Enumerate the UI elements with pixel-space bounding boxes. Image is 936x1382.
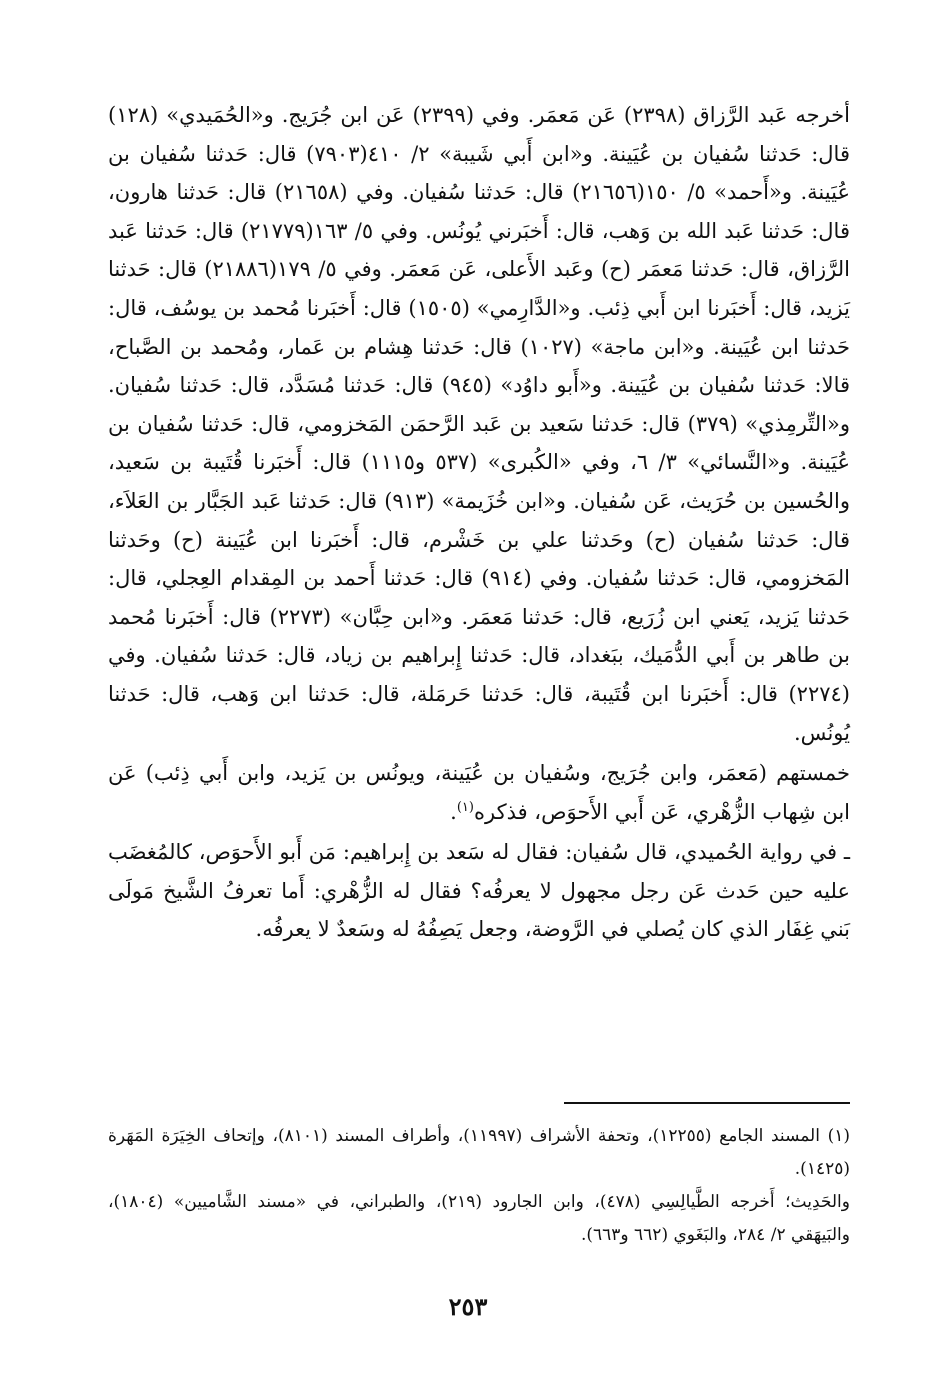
- main-text: [108, 96, 850, 949]
- paragraph-summary-end: .: [450, 799, 457, 824]
- footnote-1-continued: والحَدِيث؛ أَخرجه الطَّيالِسِي (٤٧٨)، وابن الجارود (٢١٩)، والطبراني، في «مسند الشَّاميين» (١٨٠٤)، والبَيهَقي ٢/ ٢٨٤، والبَغَوي (٦٦٢ و٦٦٣).: [108, 1192, 850, 1245]
- paragraph-humaidi-narration: ـ في رواية الحُميدي، قال سُفيان: فقال له سَعد بن إِبراهيم: مَن أَبو الأَحوَص، كالمُغضَب عليه حين حَدث عَن رجل مجهول لا يعرفُه؟ فقال له الزُّهْري: أَما تعرفُ الشَّيخ مَولَى بَني غِفَار الذي كان يُصلي في الرَّوضة، وجعل يَصِفُهُ له وسَعدٌ لا يعرفُه.: [108, 840, 850, 942]
- paragraph-takhrij: أخرجه عَبد الرَّزاق (٢٣٩٨) عَن مَعمَر. وفي (٢٣٩٩) عَن ابن جُرَيج. و«الحُمَيدي» (١٢٨) قال: حَدثنا سُفيان بن عُيَينة. و«ابن أَبي شَيبة» ٢/ ٤١٠(٧٩٠٣) قال: حَدثنا سُفيان بن عُيَينة. و«أَحمد» ٥/ ١٥٠(٢١٦٥٦) قال: حَدثنا سُفيان. وفي (٢١٦٥٨) قال: حَدثنا هارون، قال: حَدثنا عَبد الله بن وَهب، قال: أَخبَرني يُونُس. وفي ٥/ ١٦٣(٢١٧٧٩) قال: حَدثنا عَبد الرَّزاق، قال: حَدثنا مَعمَر (ح) وعَبد الأَعلى، عَن مَعمَر. وفي ٥/ ١٧٩(٢١٨٨٦) قال: حَدثنا يَزيد، قال: أَخبَرنا ابن أَبي ذِئب. و«الدَّارِمي» (١٥٠٥) قال: أَخبَرنا مُحمد بن يوسُف، قال: حَدثنا ابن عُيَينة. و«ابن ماجة» (١٠٢٧) قال: حَدثنا هِشام بن عَمار، ومُحمد بن الصَّباح، قالا: حَدثنا سُفيان بن عُيَينة. و«أَبو داوُد» (٩٤٥) قال: حَدثنا مُسَدَّد، قال: حَدثنا سُفيان. و«التِّرمِذي» (٣٧٩) قال: حَدثنا سَعيد بن عَبد الرَّحمَن المَخزومي، قال: حَدثنا سُفيان بن عُيَينة. و«النَّسائي» ٣/ ٦، وفي «الكُبرى» (٥٣٧ و١١١٥) قال: أَخبَرنا قُتَيبة بن سَعيد، والحُسين بن حُرَيث، عَن سُفيان. و«ابن خُزَيمة» (٩١٣) قال: حَدثنا عَبد الجَبَّار بن العَلاَء، قال: حَدثنا سُفيان (ح) وحَدثنا علي بن خَشْرم، قال: أَخبَرنا ابن عُيَينة (ح) وحَدثنا المَخزومي، قال: حَدثنا سُفيان. وفي (٩١٤) قال: حَدثنا أَحمد بن المِقدام العِجلي، قال: حَدثنا يَزيد، يَعني ابن زُرَيع، قال: حَدثنا مَعمَر. و«ابن حِبَّان» (٢٢٧٣) قال: أَخبَرنا مُحمد بن طاهر بن أَبي الدُّمَيك، ببَغداد، قال: حَدثنا إِبراهيم بن زياد، قال: حَدثنا سُفيان. وفي (٢٢٧٤) قال: أَخبَرنا ابن قُتَيبة، قال: حَدثنا حَرمَلة، قال: حَدثنا ابن وَهب، قال: حَدثنا يُونُس.: [108, 103, 851, 745]
- footnote-reference[interactable]: (١): [456, 799, 474, 815]
- paragraph-summary-text: خمستهم (مَعمَر، وابن جُرَيج، وسُفيان بن عُيَينة، ويونُس بن يَزيد، وابن أَبي ذِئب) عَن ابن شِهاب الزُّهْري، عَن أَبي الأَحوَص، فذكره: [108, 761, 850, 824]
- footnotes: [108, 1120, 850, 1252]
- page-number: ٢٥٣: [448, 1292, 488, 1321]
- footnote-divider: [564, 1102, 850, 1104]
- footnote-1: (١) المسند الجامع (١٢٢٥٥)، وتحفة الأشراف (١١٩٩٧)، وأطراف المسند (٨١٠١)، وإتحاف الخِيَرَة المَهَرة (١٤٢٥).: [108, 1126, 851, 1179]
- paragraph-summary: [108, 754, 850, 831]
